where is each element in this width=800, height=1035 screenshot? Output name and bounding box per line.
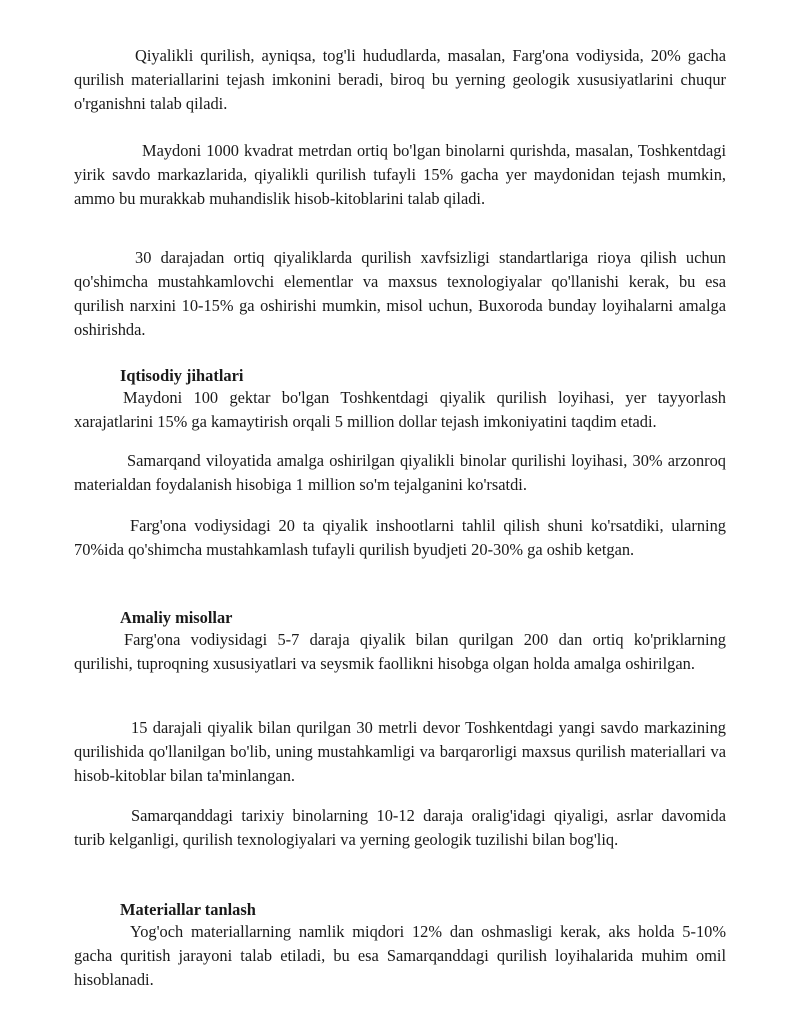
paragraph-economic-1: Maydoni 100 gektar bo'lgan Toshkentdagi qiyalik qurilish loyihasi, yer tayyorlash xarajatlarini 15% ga kamaytirish orqali 5 million dollar tejash imkoniyatini taqdim etadi.	[74, 388, 726, 431]
paragraph-economic-2: Samarqand viloyatida amalga oshirilgan qiyalikli binolar qurilishi loyihasi, 30% arzonroq materialdan foydalanish hisobiga 1 million so'm tejalganini ko'rsatdi.	[74, 451, 726, 494]
paragraph-examples-2: 15 darajali qiyalik bilan qurilgan 30 metrli devor Toshkentdagi yangi savdo markazining qurilishida qo'llanilgan bo'lib, uning mustahkamligi va barqarorligi maxsus qurilish materiallari va hisob-kitoblar bilan ta'minlangan.	[74, 718, 726, 785]
paragraph-intro-3: 30 darajadan ortiq qiyaliklarda qurilish xavfsizligi standartlariga rioya qilish uchun qo'shimcha mustahkamlovchi elementlar va maxsus texnologiyalar qo'llanishi kerak, bu esa qurilish narxini 10-15% ga oshirishi mumkin, misol uchun, Buxoroda bunday loyihalarni amalga oshirishda.	[74, 248, 726, 339]
paragraph-intro-2: Maydoni 1000 kvadrat metrdan ortiq bo'lgan binolarni qurishda, masalan, Toshkentdagi yirik savdo markazlarida, qiyalikli qurilish tufayli 15% gacha yer maydonidan tejash mumkin, ammo bu murakkab muhandislik hisob-kitoblarini talab qiladi.	[74, 141, 726, 208]
paragraph-examples-3: Samarqanddagi tarixiy binolarning 10-12 daraja oralig'idagi qiyaligi, asrlar davomida turib kelganligi, qurilish texnologiyalari va yerning geologik tuzilishi bilan bog'liq.	[74, 806, 726, 849]
paragraph-materials-1: Yog'och materiallarning namlik miqdori 12% dan oshmasligi kerak, aks holda 5-10% gacha quritish jarayoni talab etiladi, bu esa Samarqanddagi qurilish loyihalarida muhim omil hisoblanadi.	[74, 922, 726, 989]
heading-materials: Materiallar tanlash	[120, 900, 256, 919]
heading-economic: Iqtisodiy jihatlari	[120, 366, 244, 385]
paragraph-economic-3: Farg'ona vodiysidagi 20 ta qiyalik inshootlarni tahlil qilish shuni ko'rsatdiki, ularning 70%ida qo'shimcha mustahkamlash tufayli qurilish byudjeti 20-30% ga oshib ketgan.	[74, 516, 726, 559]
heading-examples: Amaliy misollar	[120, 608, 233, 627]
paragraph-examples-1: Farg'ona vodiysidagi 5-7 daraja qiyalik bilan qurilgan 200 dan ortiq ko'priklarning qurilishi, tuproqning xususiyatlari va seysmik faollikni hisobga olgan holda amalga oshirilgan.	[74, 630, 726, 673]
paragraph-intro-1: Qiyalikli qurilish, ayniqsa, tog'li hududlarda, masalan, Farg'ona vodiysida, 20% gacha qurilish materiallarini tejash imkonini beradi, biroq bu yerning geologik xususiyatlarini chuqur o'rganishni talab qiladi.	[74, 46, 726, 113]
